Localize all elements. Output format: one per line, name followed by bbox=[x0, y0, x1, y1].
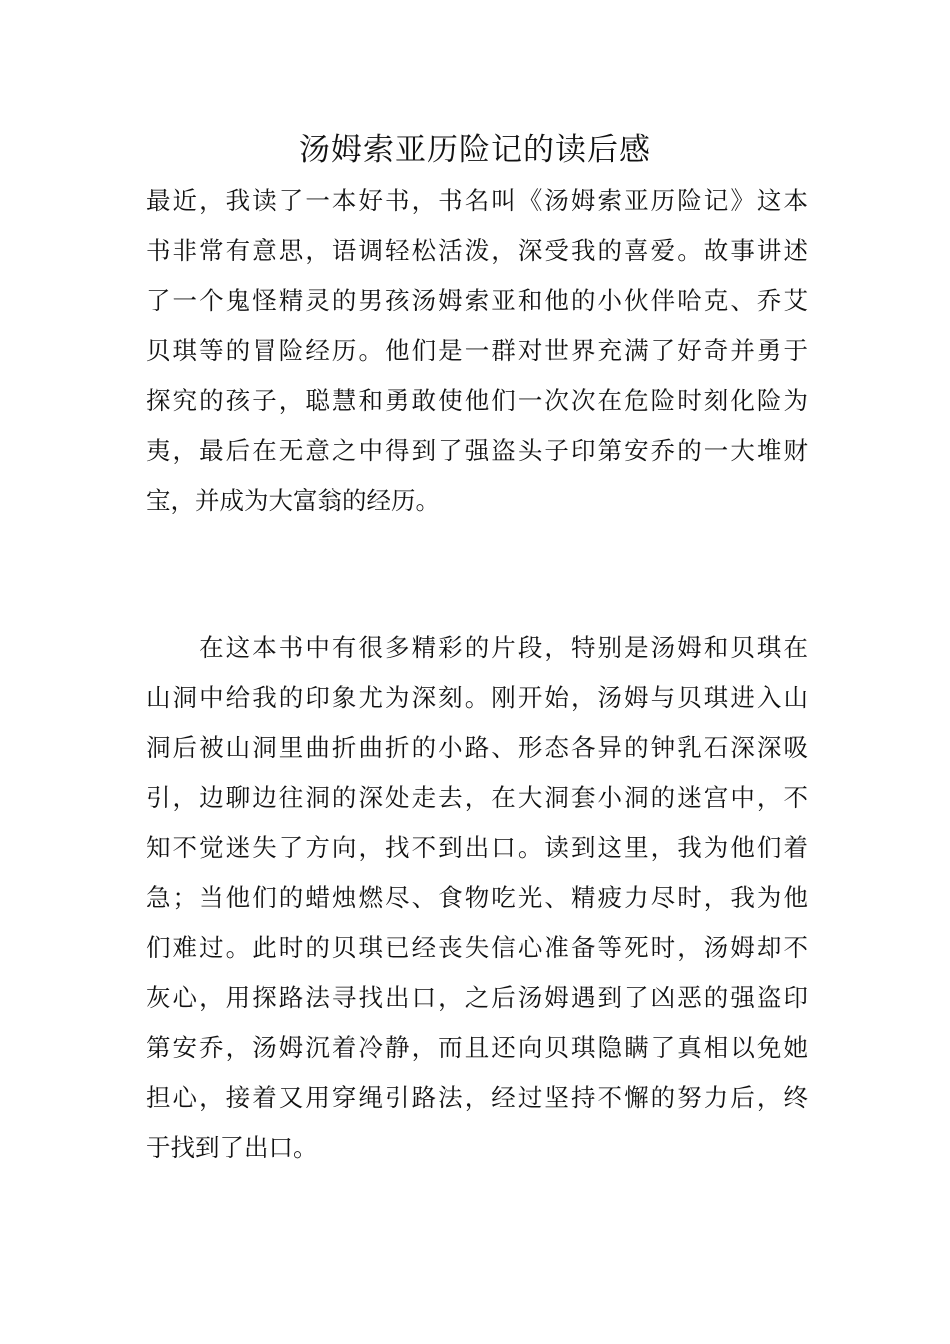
paragraph-line: 于找到了出口。 bbox=[146, 1133, 318, 1162]
paragraph-line: 知不觉迷失了方向，找不到出口。读到这里，我为他们着 bbox=[146, 833, 808, 862]
paragraph-line: 最近，我读了一本好书，书名叫《汤姆索亚历险记》这本 bbox=[146, 186, 808, 215]
paragraph-line: 洞后被山洞里曲折曲折的小路、形态各异的钟乳石深深吸 bbox=[146, 733, 808, 762]
paragraph-line: 贝琪等的冒险经历。他们是一群对世界充满了好奇并勇于 bbox=[146, 336, 808, 365]
paragraph-line: 夷，最后在无意之中得到了强盗头子印第安乔的一大堆财 bbox=[146, 436, 808, 465]
paragraph-line: 山洞中给我的印象尤为深刻。刚开始，汤姆与贝琪进入山 bbox=[146, 683, 808, 712]
paragraph-line: 书非常有意思，语调轻松活泼，深受我的喜爱。故事讲述 bbox=[146, 236, 808, 265]
paragraph-line: 探究的孩子，聪慧和勇敢使他们一次次在危险时刻化险为 bbox=[146, 386, 808, 415]
paragraph-line: 们难过。此时的贝琪已经丧失信心准备等死时，汤姆却不 bbox=[146, 933, 808, 962]
paragraph-line: 宝，并成为大富翁的经历。 bbox=[146, 486, 440, 515]
page-title: 汤姆索亚历险记的读后感 bbox=[299, 132, 651, 168]
paragraph-cave-story bbox=[146, 623, 808, 1173]
paragraph-line: 急；当他们的蜡烛燃尽、食物吃光、精疲力尽时，我为他 bbox=[146, 883, 808, 912]
paragraph-intro bbox=[146, 176, 808, 526]
paragraph-line: 引，边聊边往洞的深处走去，在大洞套小洞的迷宫中，不 bbox=[146, 783, 808, 812]
paragraph-line: 第安乔，汤姆沉着冷静，而且还向贝琪隐瞒了真相以免她 bbox=[146, 1033, 808, 1062]
paragraph-line: 担心，接着又用穿绳引路法，经过坚持不懈的努力后，终 bbox=[146, 1083, 808, 1112]
paragraph-line: 在这本书中有很多精彩的片段，特别是汤姆和贝琪在 bbox=[146, 633, 808, 662]
paragraph-line: 灰心，用探路法寻找出口，之后汤姆遇到了凶恶的强盗印 bbox=[146, 983, 808, 1012]
paragraph-line: 了一个鬼怪精灵的男孩汤姆索亚和他的小伙伴哈克、乔艾 bbox=[146, 286, 808, 315]
